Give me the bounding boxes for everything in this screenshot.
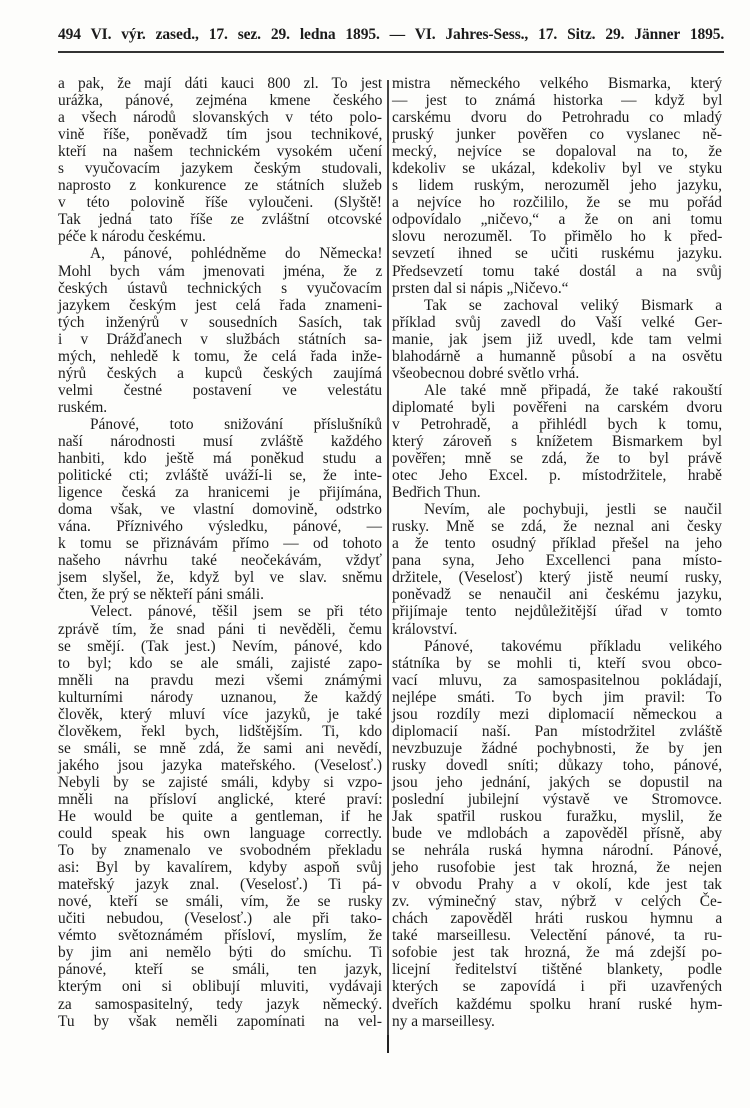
text-line: přijímaje tento nejdůležitější úřad v tomto [392, 603, 722, 621]
text-line: v obvodu Prahy a v okolí, kde jest tak [392, 876, 722, 894]
text-line: království. [392, 620, 458, 638]
text-line: se smějí. (Tak jest.) Nevím, pánové, kdo [58, 637, 382, 655]
text-line: Předsevzetí tomu také dostál a na svůj [392, 262, 723, 280]
text-line: otec Jeho Excel. p. místodržitele, hrabě [392, 467, 722, 485]
text-line: který zároveň s knížetem Bismarkem byl [392, 432, 722, 450]
text-line: mněli na pravdu mezi všemi známými [58, 671, 382, 689]
text-line: se nehrála ruská hymna národní. Pánové, [392, 842, 722, 860]
text-line: asi: Byl by kavalírem, kdyby aspoň svůj [58, 859, 382, 877]
text-line: pověřen; mně se zdá, že to byl právě [392, 450, 722, 468]
column-divider-end [387, 1035, 389, 1053]
text-line: a nejvíce ho rozčililo, že se mu pořád [392, 194, 722, 212]
text-line: za samospasitelný, tedy jazyk německý. [58, 995, 383, 1013]
text-line: jsou rozdíly mezi diplomacií německou a [392, 705, 723, 723]
text-line: jakého jsou jazyka mateřského. (Veselosť.) [58, 756, 382, 774]
text-line: tých inženýrů v sousedních Sasích, tak [58, 313, 382, 331]
text-line: kterých se zapovídá i při uzavřených [392, 978, 723, 996]
text-line: ny a marseillesy. [392, 1012, 495, 1030]
text-line: mistra německého velkého Bismarka, který [392, 75, 723, 92]
text-line: blahodárně a humanně působí a na osvětu [392, 347, 723, 365]
text-line: Pánové, toto snižování příslušníků [90, 415, 383, 433]
text-line: našeho návrhu také neočekávám, vždyť [58, 552, 382, 570]
text-line: — jest to známá historka — když byl [392, 92, 723, 110]
text-line: zv. výminečný stav, nýbrž v celých Če- [392, 893, 722, 911]
running-header [58, 26, 724, 48]
text-line: vině říše, poněvadž tím jsou technikové, [58, 126, 383, 144]
text-line: politické cti; zvláště uváží-li se, že inte- [58, 467, 382, 485]
text-line: kulturními národy uznanou, že každý [58, 688, 382, 706]
text-line: Ale také mně připadá, že také rakouští [424, 381, 723, 399]
text-line: Tak se zachoval veliký Bismark a [424, 296, 723, 314]
text-line: pruský junker pověřen co vyslanec ně- [392, 126, 723, 144]
text-line: člověk, který mluví více jazyků, je také [58, 705, 382, 723]
text-line: velmi čestné postavení ve velestátu [58, 381, 383, 399]
text-line: could speak his own language correctly. [58, 825, 383, 843]
text-line: jeho rusofobie jest tak hrozná, že nejen [392, 859, 722, 877]
text-line: všeobecnou dobré světlo vrhá. [392, 364, 580, 382]
text-line: naprosto z konkurence ze státních služeb [58, 177, 382, 195]
text-line: nejlépe smáti. To bych jim pravil: To [392, 688, 722, 706]
text-line: poslední jubilejní výstavě ve Stromovce. [392, 790, 722, 808]
text-line: v této polovině říše vyloučeni. (Slyště! [58, 194, 382, 212]
text-line: mecký, nejvíce se dopaloval na to, že [392, 143, 722, 161]
column-divider [387, 80, 389, 1035]
text-line: Tu by však neměli zapomínati na vel- [58, 1012, 382, 1030]
text-line: nevzbuzuje žádné pochybnosti, že by jen [392, 739, 723, 757]
text-line: a pak, že mají dáti kauci 800 zl. To jest [58, 75, 383, 92]
text-line: rusky dovedl sníti; důkazy toho, pánové, [392, 756, 723, 774]
text-line: jazykem českým jest celá řada znameni- [58, 296, 383, 314]
text-line: To by znamenalo ve svobodném překladu [58, 842, 382, 860]
text-line: zprávě tím, že snad páni ti nevěděli, čemu [58, 620, 382, 638]
text-line: sofobie jest tak hrozná, že má zdejší po- [392, 944, 723, 962]
text-line: diplomacií naší. Pan místodržitel zvláště [392, 722, 723, 740]
text-line: Velect. pánové, těšil jsem se při této [90, 603, 383, 621]
text-line: bude ve mdlobách a zapověděl přísně, aby [392, 825, 723, 843]
text-line: v Petrohradě, a přihlédl bych k tomu, [392, 415, 723, 433]
text-line: licejní ředitelství tištěné blankety, podle [392, 961, 722, 979]
text-line: čten, že prý se někteří páni smáli. [58, 586, 264, 604]
text-line: vémto světoznámém přísloví, myslím, že [58, 927, 383, 945]
text-line: českých ústavů technických s vyučovacím [58, 279, 382, 297]
text-line: slovu nerozuměl. To přimělo ho k před- [392, 228, 723, 246]
text-line: také marseillesu. Velectění pánové, ta ru- [392, 927, 723, 945]
text-line: pánové, kteří se smáli, ten jazyk, [58, 961, 382, 979]
text-line: péče k národu českému. [58, 228, 206, 246]
text-line: Bedřich Thun. [392, 484, 481, 502]
text-line: s vyučovacím jazykem českým studovali, [58, 160, 383, 178]
text-line: příklad svůj zavedl do Vaší velké Ger- [392, 313, 723, 331]
text-line: diplomaté byli pověřeni na carském dvoru [392, 398, 723, 416]
text-line: manie, jak jsem již uvedl, kde tam velmi [392, 330, 723, 348]
right-column [392, 75, 722, 1030]
text-line: s lidem ruským, nerozuměl jeho jazyku, [392, 177, 722, 195]
text-line: vána. Příznivého výsledku, pánové, — [58, 518, 383, 536]
text-line: a že tento osudný příklad přešel na jeho [392, 535, 723, 553]
header-rule [58, 51, 724, 53]
text-line: hanbiti, kdo ještě má poněkud studu a [58, 450, 382, 468]
text-line: odpovídalo „ničevo,“ a že on ani tomu [392, 211, 723, 229]
text-line: jsou jeho jednání, jakých se dopustil na [392, 773, 723, 791]
text-line: ruském. [58, 398, 108, 416]
text-line: a všech národů slovanských v této polo- [58, 109, 383, 127]
text-line: kteří na našem technickém vysokém učení [58, 143, 383, 161]
text-line: ligence česká za hranicemi je přijímána, [58, 484, 382, 502]
text-line: carskému dvoru do Petrohradu co mladý [392, 109, 723, 127]
text-line: prsten dal si nápis „Ničevo.“ [392, 279, 569, 297]
text-line: jsem slyšel, že, když byl ve slav. sněmu [58, 569, 383, 587]
text-line: nové, kteří se smáli, vím, že se rusky [58, 893, 383, 911]
text-line: chách zapověděl hráti ruskou hymnu a [392, 910, 723, 928]
text-line: naší národnosti musí zvláště každého [58, 432, 383, 450]
text-line: Nebyli by se zajisté smáli, kdyby si vzpo- [58, 773, 383, 791]
text-line: rusky. Mně se zdá, že neznal ani česky [392, 518, 722, 536]
text-line: i v Drážďanech v službách státních sa- [58, 330, 383, 348]
text-line: nýrů českých a kupců českých zaujímá [58, 364, 382, 382]
text-line: kterým oni si oblibují mluviti, vydávaji [58, 978, 382, 996]
text-line: urážka, pánové, zejména kmene českého [58, 92, 383, 110]
text-line: doma však, ve vlastní domovině, odstrko [58, 501, 382, 519]
text-line: mněli na přísloví anglické, které praví: [58, 790, 383, 808]
text-line: A, pánové, pohlédněme do Německa! [90, 245, 383, 263]
running-header-text: 494 VI. výr. zased., 17. sez. 29. ledna 1895. — VI. Jahres-Sess., 17. Sitz. 29. Jänner 1895. [58, 26, 725, 43]
text-line: k tomu se přiznávám přímo — od tohoto [58, 535, 382, 553]
text-line: sevzetí ihned se učiti ruskému jazyku. [392, 245, 723, 263]
text-line: He would be quite a gentleman, if he [58, 808, 383, 826]
text-line: vací mluvu, za samospasitelnou pokládají, [392, 671, 722, 689]
text-line: poněvadž se nenaučil ani českému jazyku, [392, 586, 722, 604]
text-line: mateřský jazyk znal. (Veselosť.) Ti pá- [58, 876, 382, 894]
text-line: by jim ani nemělo býti do smíchu. Ti [58, 944, 383, 962]
text-line: Nevím, ale pochybuji, jestli se naučil [424, 501, 722, 519]
text-line: učiti nebudou, (Veselosť.) ale při tako- [58, 910, 382, 928]
text-line: Tak jedná tato říše ze zvláštní otcovské [58, 211, 382, 229]
text-line: držitele, (Veselosť) který jistě neumí rusky, [392, 569, 722, 587]
text-line: Jak spatřil ruskou furažku, myslil, že [392, 808, 722, 826]
text-line: mých, nehledě k tomu, že celá řada inže- [58, 347, 382, 365]
text-line: státníka by se mohli ti, kteří svou obco- [392, 654, 722, 672]
left-column [58, 75, 382, 1030]
text-line: Mohl bych vám jmenovati jména, že z [58, 262, 383, 280]
text-line: kdekoliv se ukázal, kdekoliv byl ve styku [392, 160, 723, 178]
text-line: Pánové, takovému příkladu velikého [424, 637, 722, 655]
text-line: se smáli, se mně zdá, že sami ani nevědí, [58, 739, 382, 757]
text-line: pana syna, Jeho Excellenci pana místo- [392, 552, 722, 570]
text-line: člověkem, řekl bych, lidštějším. Ti, kdo [58, 722, 383, 740]
text-line: to byl; kdo se ale smáli, zajisté zapo- [58, 654, 383, 672]
text-line: dveřích každému spolku hraní ruské hym- [392, 995, 723, 1013]
